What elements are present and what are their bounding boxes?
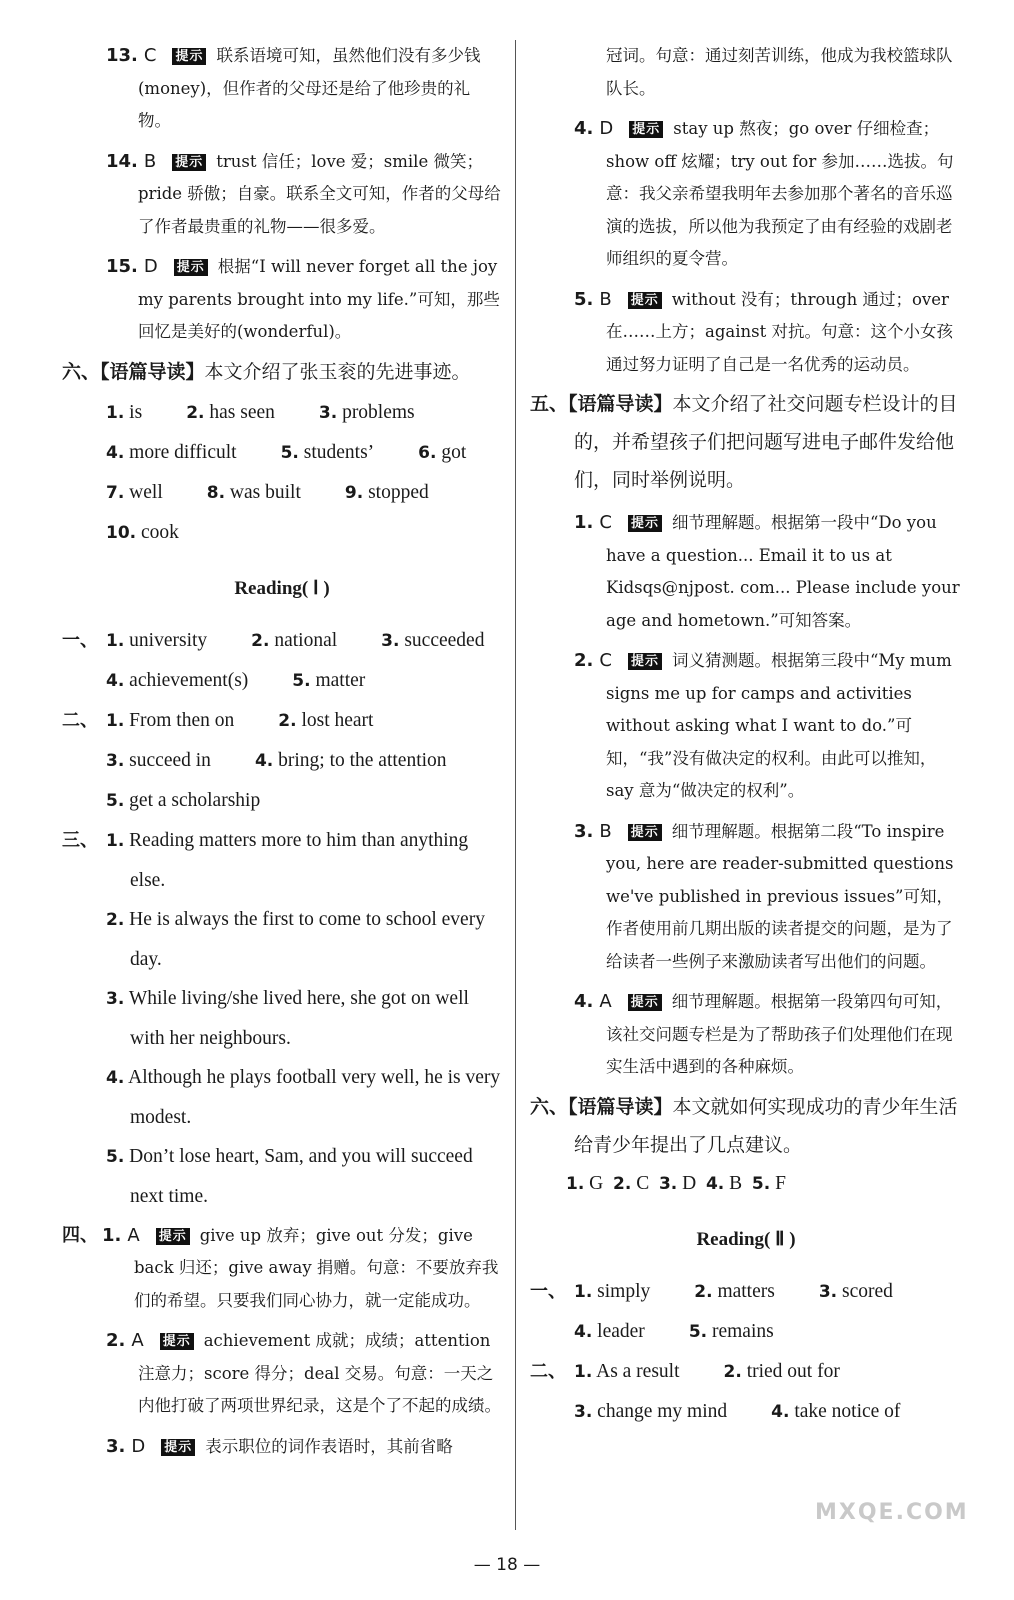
reading-2-part-2: 二、 1. As a result 2. tried out for 3. change my mind 4. take notice of: [530, 1360, 901, 1422]
hint-badge: 提示: [628, 292, 662, 309]
hint-badge: 提示: [628, 824, 662, 841]
reading-2-heading: Reading( Ⅱ ): [696, 1228, 796, 1250]
sentence-item: 3. While living/she lived here, she got on well with her neighbours.: [106, 987, 469, 1049]
sentence-item: 4. Although he plays football very well, he is very modest.: [106, 1066, 501, 1128]
hint-badge: 提示: [174, 259, 208, 276]
right-column: [530, 40, 962, 1432]
answer-row: 7. well 8. was built 9. stopped: [106, 481, 429, 503]
hint-badge: 提示: [628, 653, 662, 670]
section-5-item: 3. B 提示 细节理解题。根据第二段“To inspire you, here are reader-submitted questions we've published in previous issues”可知，作者使用前几期出版的读者提交的问题，是为了给读者一些例子来激励读者写出他们的问题。: [574, 820, 954, 971]
answer-5: 5. B 提示 without 没有；through 通过；over 在……上方；against 对抗。句意：这个小女孩通过努力证明了自己是一名优秀的运动员。: [574, 288, 953, 374]
answer-row: 1. is 2. has seen 3. problems: [106, 401, 415, 423]
hint-badge: 提示: [161, 1439, 195, 1456]
hint-badge: 提示: [172, 154, 206, 171]
section-6-intro-right: 六、【语篇导读】本文就如何实现成功的青少年生活给青少年提出了几点建议。: [530, 1095, 958, 1156]
section-5-item: 2. C 提示 词义猜测题。根据第三段中“My mum signs me up for camps and activities without asking what I want to do.”可知，“我”没有做决定的权利。由此可以推知，say 意为“做决定的权利”。: [574, 650, 952, 800]
hint-badge: 提示: [629, 121, 663, 138]
section-6-intro: 六、【语篇导读】本文介绍了张玉衮的先进事迹。: [62, 360, 471, 383]
section-5-item: 1. C 提示 细节理解题。根据第一段中“Do you have a question... Email it to us at Kidsqs@njpost. com... Please include your age and hometown.”可知答案。: [574, 512, 960, 630]
reading-1-part-1: 一、 1. university 2. national 3. succeeded 4. achievement(s) 5. matter: [62, 629, 485, 691]
answer-4: 4. D 提示 stay up 熬夜；go over 仔细检查；show off 炫耀；try out for 参加……选拔。句意：我父亲希望我明年去参加那个著名的音乐巡演的选拔，所以他为我预定了由有经验的戏剧老师组织的夏令营。: [574, 118, 954, 268]
hint-badge: 提示: [160, 1333, 194, 1350]
answer-3-continued: 冠词。句意：通过刻苦训练，他成为我校篮球队队长。: [606, 46, 953, 98]
answer-13: 13. C 提示 联系语境可知，虽然他们没有多少钱(money)，但作者的父母还是给了他珍贵的礼物。: [106, 45, 481, 130]
answer-row: 4. more difficult 5. students’ 6. got: [106, 441, 467, 463]
section-6-answers-right: 1. G 2. C 3. D 4. B 5. F: [566, 1172, 786, 1194]
reading-1-part-4: [62, 1220, 502, 1464]
answer-14: 14. B 提示 trust 信任；love 爱；smile 微笑；pride 骄傲；自豪。联系全文可知，作者的父母给了作者最贵重的礼物——很多爱。: [106, 150, 501, 236]
answer-row: 10. cook: [106, 521, 179, 543]
hint-badge: 提示: [628, 994, 662, 1011]
section-5-item: 4. A 提示 细节理解题。根据第一段第四句可知，该社交问题专栏是为了帮助孩子们处理他们在现实生活中遇到的各种麻烦。: [574, 991, 953, 1076]
section-6-answers: [62, 393, 502, 553]
section-5-intro: 五、【语篇导读】本文介绍了社交问题专栏设计的目的，并希望孩子们把问题写进电子邮件发给他们，同时举例说明。: [530, 393, 958, 491]
mc-item: 3. D 提示 表示职位的词作表语时，其前省略: [106, 1435, 453, 1457]
sentence-item: 5. Don’t lose heart, Sam, and you will succeed next time.: [106, 1145, 473, 1207]
hint-badge: 提示: [172, 48, 206, 65]
answer-15: 15. D 提示 根据“I will never forget all the joy my parents brought into my life.”可知，那些回忆是美好的(wonderful)。: [106, 256, 500, 341]
reading-1-heading: Reading( Ⅰ ): [234, 577, 330, 599]
mc-item: 2. A 提示 achievement 成就；成绩；attention 注意力；score 得分；deal 交易。句意：一天之内他打破了两项世界纪录，这是个了不起的成绩。: [106, 1330, 501, 1415]
reading-1-part-3: [62, 821, 502, 1216]
page-number: — 18 —: [473, 1555, 541, 1575]
watermark: MXQE.COM: [815, 1500, 969, 1525]
reading-1-part-2: 二、 1. From then on 2. lost heart 3. succeed in 4. bring; to the attention 5. get a scholarship: [62, 709, 447, 811]
reading-2-part-1: 一、 1. simply 2. matters 3. scored 4. leader 5. remains: [530, 1280, 893, 1342]
hint-badge: 提示: [628, 515, 662, 532]
mc-item: 四、 1. A 提示 give up 放弃；give out 分发；give back 归还；give away 捐赠。句意：不要放弃我们的希望。只要我们同心协力，就一定能成功。: [62, 1224, 499, 1310]
hint-badge: 提示: [156, 1228, 190, 1245]
sentence-item: 三、 1. Reading matters more to him than anything else.: [62, 829, 469, 891]
sentence-item: 2. He is always the first to come to school every day.: [106, 908, 485, 970]
column-divider: [515, 40, 516, 1530]
left-column: [62, 40, 502, 1463]
